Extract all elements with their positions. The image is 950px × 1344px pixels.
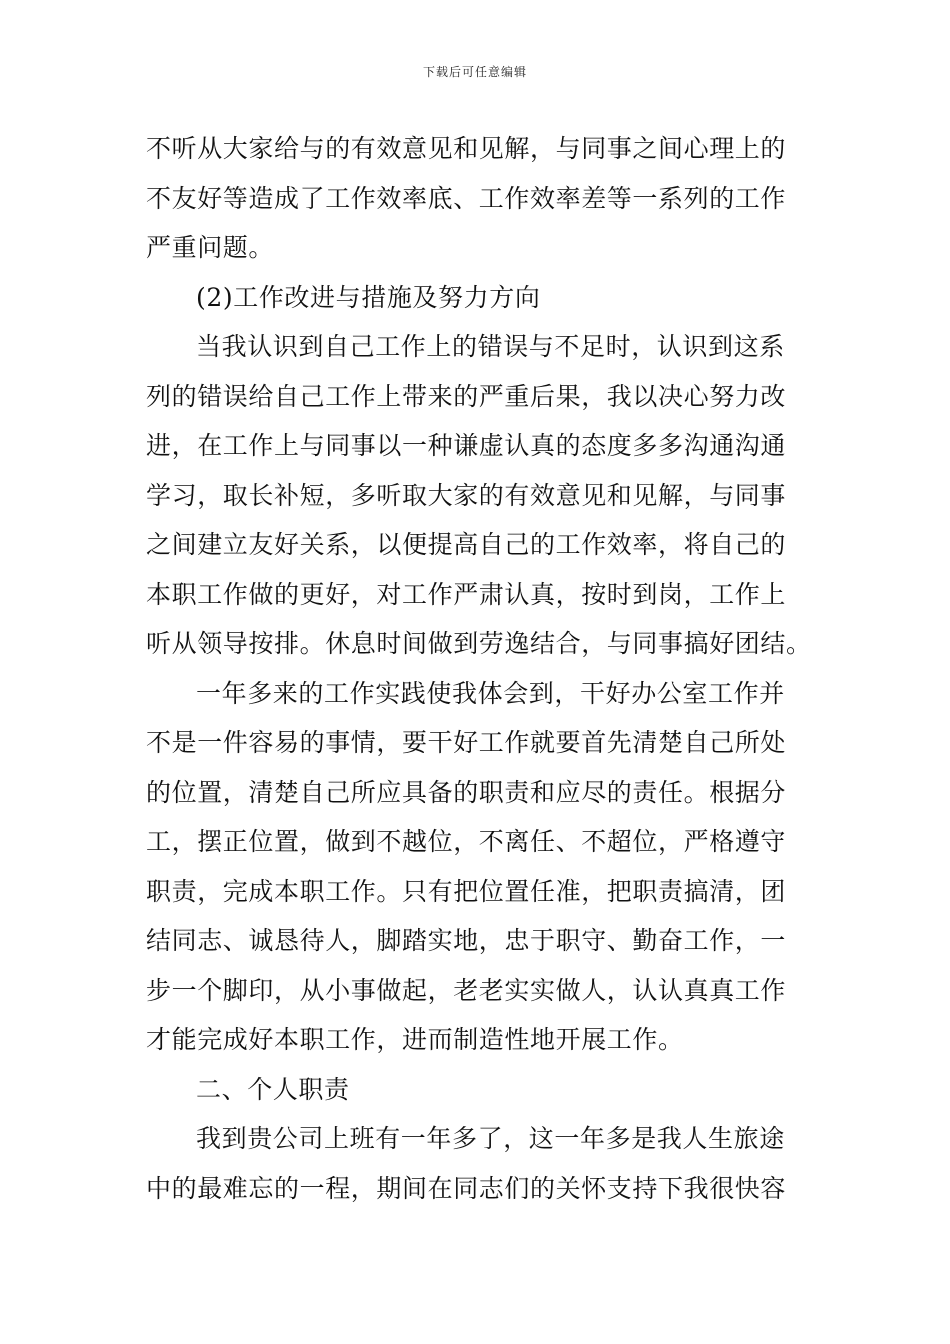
text-line: 学习，取长补短，多听取大家的有效意见和见解，与同事 [146,480,787,510]
text-line: 步一个脚印，从小事做起，老老实实做人，认认真真工作 [146,975,787,1005]
text-line: 职责，完成本职工作。只有把位置任准，把职责搞清，团 [146,876,787,906]
text-line: 之间建立友好关系，以便提高自己的工作效率，将自己的 [146,530,787,559]
text-line: 才能完成好本职工作，进而制造性地开展工作。 [146,1025,684,1054]
section-heading: (2)工作改进与措施及努力方向 [196,282,541,312]
paragraph-start-line: 我到贵公司上班有一年多了，这一年多是我人生旅途 [196,1124,785,1153]
text-line: 进，在工作上与同事以一种谦虚认真的态度多多沟通沟通 [146,431,787,460]
paragraph-start-line: 当我认识到自己工作上的错误与不足时，认识到这系 [196,332,785,361]
text-line: 听从领导按排。休息时间做到劳逸结合，与同事搞好团结。 [146,629,812,658]
text-line: 列的错误给自己工作上带来的严重后果，我以决心努力改 [146,381,787,411]
text-line: 不友好等造成了工作效率底、工作效率差等一系列的工作 [146,183,787,213]
text-line: 结同志、诚恳待人，脚踏实地，忠于职守、勤奋工作，一 [146,926,787,955]
text-line: 严重问题。 [146,233,275,262]
text-line: 工，摆正位置，做到不越位，不离任、不超位，严格遵守 [146,827,787,856]
text-line: 不是一件容易的事情，要干好工作就要首先清楚自己所处 [146,728,787,757]
text-line: 中的最难忘的一程，期间在同志们的关怀支持下我很快容 [146,1173,787,1203]
section-heading: 二、个人职责 [196,1074,350,1104]
page-header: 下载后可任意编辑 [422,65,527,79]
text-line: 本职工作做的更好，对工作严肃认真，按时到岗，工作上 [146,579,787,609]
text-line: 的位置，清楚自己所应具备的职责和应尽的责任。根据分 [146,777,787,807]
document-body [146,124,812,1213]
paragraph-start-line: 一年多来的工作实践使我体会到，干好办公室工作并 [196,678,785,708]
text-line: 不听从大家给与的有效意见和见解，与同事之间心理上的 [146,134,787,163]
